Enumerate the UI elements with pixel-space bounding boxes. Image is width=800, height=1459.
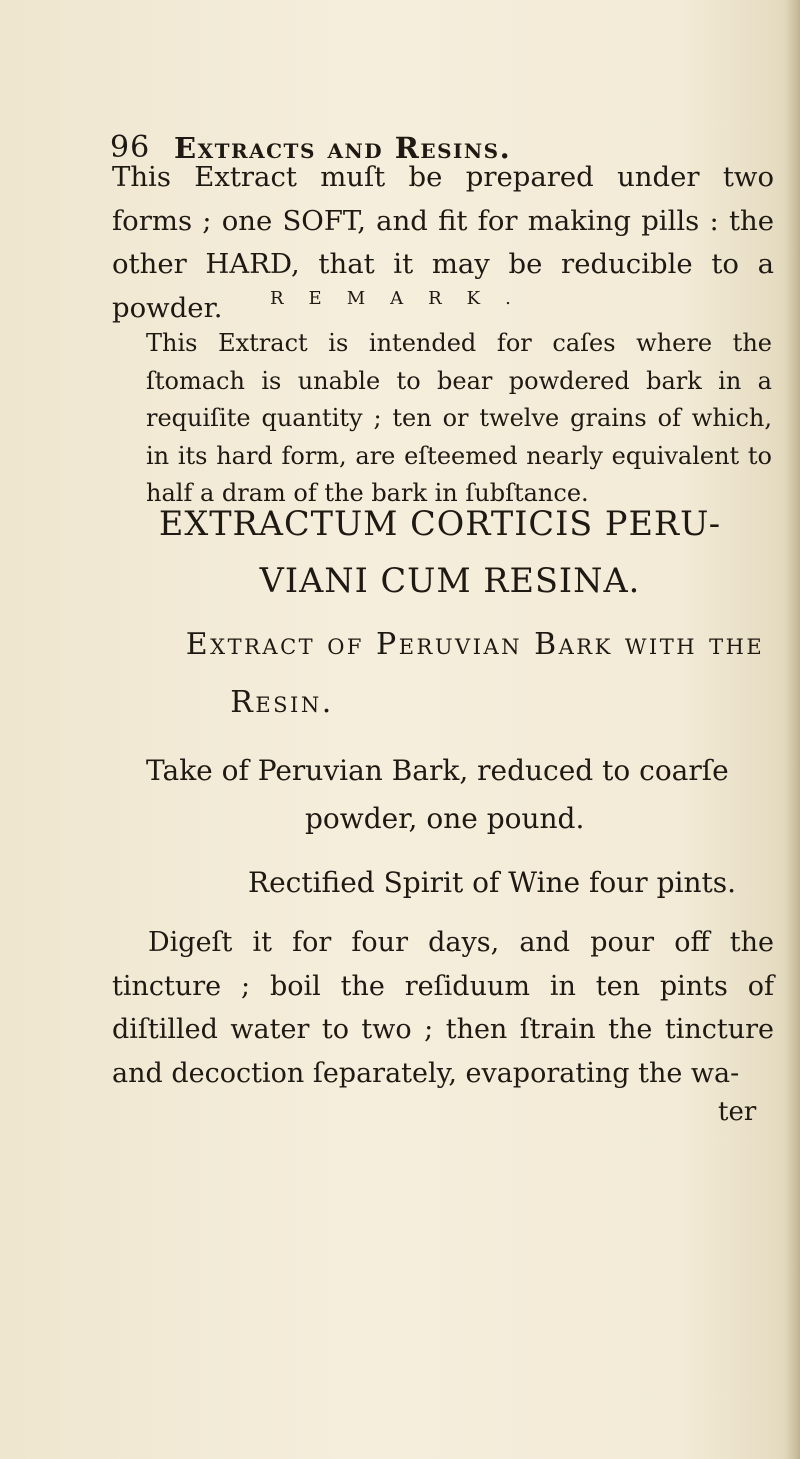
catchword: ter — [718, 1097, 757, 1127]
paragraph-digest — [112, 921, 774, 1095]
running-title: Extracts and Resins. — [174, 131, 512, 165]
paragraph-preparation: This Extraсt muſt be prepared under two forms ; one SOFT, and fit for making pills : the other HARD, that it may be reducible to a powder. — [112, 161, 774, 324]
ingredient-bark-line-1: Take of Peruvian Bark, reduced to coarſe — [146, 754, 729, 787]
page-number: 96 — [110, 130, 151, 165]
section-subtitle-line-1: Extract of Peruvian Bark with the — [185, 627, 765, 662]
page-edge — [786, 0, 800, 1459]
remark-text: This Extract is intended for caſes where the ſtomach is unable to bear powdered bark in a requiſite quantity ; ten or twelve grains of which, in its hard form, are eſteemed nearly equivalent to half a dram of the bark in ſubſtance. — [146, 329, 772, 507]
remark-heading: REMARK. — [270, 288, 536, 309]
section-title-line-1: EXTRACTUM CORTICIS PERU- — [158, 504, 722, 543]
ingredient-spirit: Rectified Spirit of Wine four pints. — [248, 866, 737, 899]
digest-text: Digeſt it for four days, and pour off the tincture ; boil the reſiduum in ten pints of diſtilled water to two ; then ſtrain the tincture and decoction ſeparately, evaporating the wa- — [112, 927, 774, 1089]
ingredient-bark-line-2: powder, one pound. — [305, 802, 585, 835]
section-title-line-2: VIANI CUM RESINA. — [259, 561, 641, 600]
section-subtitle-line-2: Resin. — [230, 685, 334, 720]
